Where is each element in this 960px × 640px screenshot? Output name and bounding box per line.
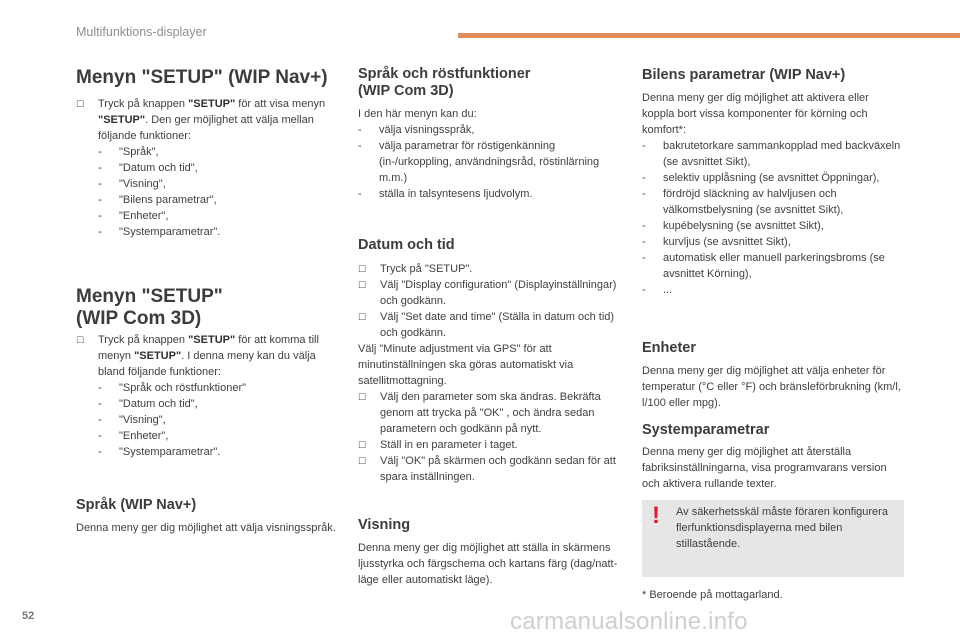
display-title: Visning (358, 517, 411, 533)
list-item: - bakrutetorkare sammankopplad med backväxeln (se avsnittet Sikt), (642, 140, 901, 168)
check-box-icon: ☐ (358, 280, 367, 290)
check-box-icon: ☐ (76, 335, 85, 345)
footnote: * Beroende på mottagarland. (642, 589, 783, 601)
date-time-bullet: ☐ Välj "Display configuration" (Displayinställningar) och godkänn. (358, 279, 617, 307)
system-params-title: Systemparametrar (642, 422, 770, 438)
setup-nav-title: Menyn "SETUP" (WIP Nav+) (76, 67, 328, 88)
check-box-icon: ☐ (358, 392, 367, 402)
vehicle-params-intro: Denna meny ger dig möjlighet att aktivera eller koppla bort vissa komponenter för körning och komfort*: (642, 92, 869, 136)
header-title: Multifunktions-displayer (76, 25, 207, 39)
list-item: - "Enheter", (98, 210, 169, 222)
system-params-text: Denna meny ger dig möjlighet att återställa fabriksinställningarna, visa programvarans version och aktivera rullande texter. (642, 446, 887, 490)
check-box-icon: ☐ (76, 99, 85, 109)
check-box-icon: ☐ (358, 264, 367, 274)
list-item: - välja parametrar för röstigenkänning (in-/urkoppling, användningsråd, röstinlärning m.m.) (358, 140, 600, 184)
date-time-title: Datum och tid (358, 237, 455, 253)
date-time-gps-text: Välj "Minute adjustment via GPS" för att minutinställningen ska göras automatiskt via satellitmottagning. (358, 343, 574, 387)
list-item: - automatisk eller manuell parkeringsbroms (se avsnittet Körning), (642, 252, 885, 280)
list-item: - "Bilens parametrar", (98, 194, 217, 206)
list-item: - "Systemparametrar". (98, 446, 221, 458)
setup-com3d-bullet (76, 332, 338, 380)
language-nav-title: Språk (WIP Nav+) (76, 497, 197, 513)
list-item: - ställa in talsyntesens ljudvolym. (358, 188, 533, 200)
date-time-bullet: ☐ Välj den parameter som ska ändras. Bekräfta genom att trycka på "OK" , och ändra sedan parametern och godkänn på nytt. (358, 391, 601, 435)
language-voice-intro: I den här menyn kan du: (358, 108, 477, 120)
safety-warning-text: Av säkerhetsskäl måste föraren konfigurera flerfunktionsdisplayerna med bilen stillastående. (676, 506, 888, 550)
list-item: - "Datum och tid", (98, 162, 198, 174)
header-accent-bar (458, 33, 960, 38)
exclamation-icon: ! (652, 502, 660, 529)
display-text: Denna meny ger dig möjlighet att ställa in skärmens ljusstyrka och färgschema och kartans färg (dag/natt-läge eller automatiskt läge). (358, 542, 618, 586)
check-box-icon: ☐ (358, 312, 367, 322)
setup-nav-bullet-text: Tryck på knappen "SETUP" för att visa menyn "SETUP". Den ger möjlighet att välja mellan följande funktioner: (98, 98, 326, 142)
list-item: - selektiv upplåsning (se avsnittet Öppningar), (642, 172, 880, 184)
list-item: - "Språk", (98, 146, 159, 158)
date-time-bullet: ☐ Välj "Set date and time" (Ställa in datum och tid) och godkänn. (358, 311, 615, 339)
vehicle-params-title: Bilens parametrar (WIP Nav+) (642, 67, 846, 83)
date-time-bullet: ☐ Tryck på "SETUP". (358, 263, 473, 275)
setup-nav-bullet (76, 96, 338, 144)
setup-com3d-title: Menyn "SETUP" (WIP Com 3D) (76, 286, 223, 329)
list-item: - "Språk och röstfunktioner" (98, 382, 247, 394)
list-item: - kupébelysning (se avsnittet Sikt), (642, 220, 824, 232)
safety-warning-box (642, 500, 904, 577)
units-title: Enheter (642, 340, 696, 356)
units-text: Denna meny ger dig möjlighet att välja enheter för temperatur (°C eller °F) och bränsleförbrukning (km/l, l/100 eller mpg). (642, 365, 901, 409)
setup-com3d-bullet-text: Tryck på knappen "SETUP" för att komma till menyn "SETUP". I denna meny kan du välja bland följande funktioner: (98, 334, 319, 378)
list-item: - "Visning", (98, 178, 166, 190)
list-item: - kurvljus (se avsnittet Sikt), (642, 236, 791, 248)
list-item: - välja visningsspråk, (358, 124, 475, 136)
date-time-bullet: ☐ Ställ in en parameter i taget. (358, 439, 518, 451)
list-item: - "Datum och tid", (98, 398, 198, 410)
check-box-icon: ☐ (358, 440, 367, 450)
check-box-icon: ☐ (358, 456, 367, 466)
list-item: - "Systemparametrar". (98, 226, 221, 238)
list-item: - "Visning", (98, 414, 166, 426)
watermark: carmanualsonline.info (510, 608, 748, 635)
list-item: - "Enheter", (98, 430, 169, 442)
list-item: - ... (642, 284, 673, 296)
language-nav-text: Denna meny ger dig möjlighet att välja visningsspråk. (76, 522, 336, 534)
page-number: 52 (22, 610, 35, 622)
date-time-bullet: ☐ Välj "OK" på skärmen och godkänn sedan för att spara inställningen. (358, 455, 616, 483)
language-voice-title: Språk och röstfunktioner (WIP Com 3D) (358, 66, 531, 99)
list-item: - fördröjd släckning av halvljusen och välkomstbelysning (se avsnittet Sikt), (642, 188, 844, 216)
